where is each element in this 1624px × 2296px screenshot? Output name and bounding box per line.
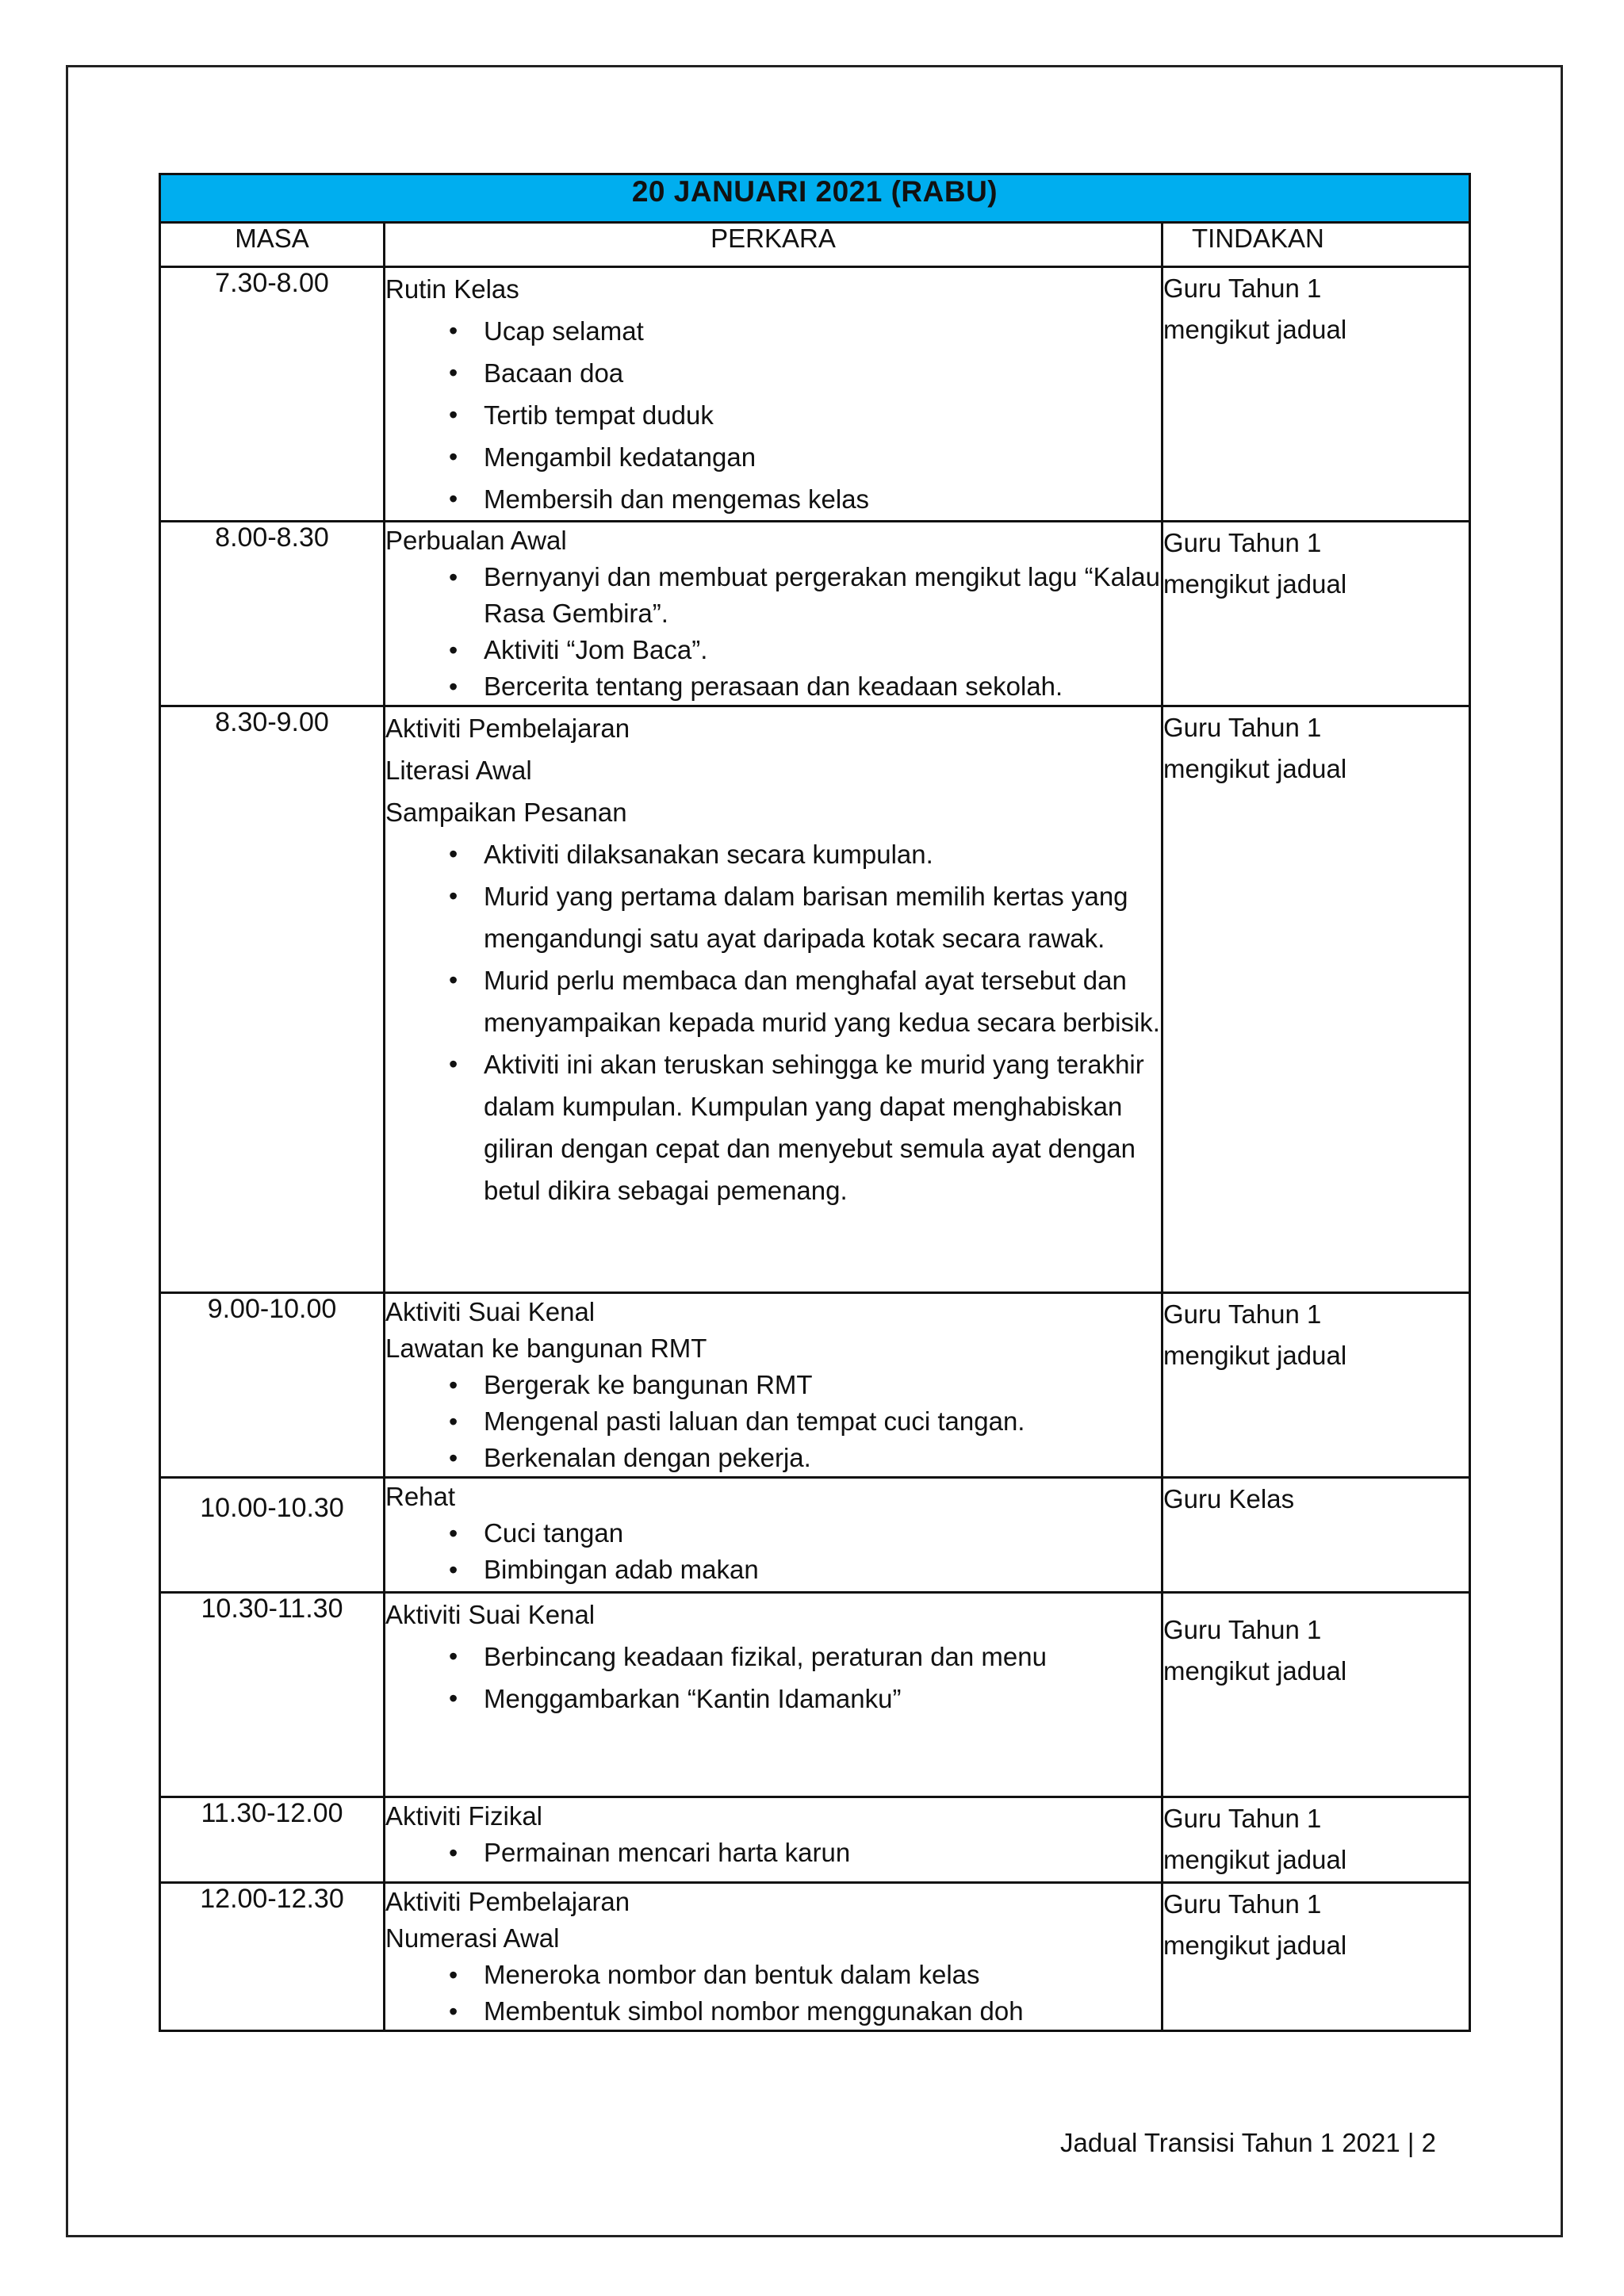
list-item: • Permainan mencari harta karun xyxy=(449,1835,1161,1871)
perkara-heading: Aktiviti Suai Kenal xyxy=(385,1600,596,1629)
tindakan-line: mengikut jadual xyxy=(1163,1656,1347,1686)
list-item: • Bacaan doa xyxy=(449,352,1161,394)
list-item: • Bernyanyi dan membuat pergerakan mengikut lagu “Kalau Rasa Gembira”. xyxy=(449,559,1161,632)
table-row xyxy=(160,706,1470,1293)
table-title: 20 JANUARI 2021 (RABU) xyxy=(160,174,1470,223)
cell-tindakan xyxy=(1162,1797,1470,1883)
schedule-table xyxy=(159,173,1471,2032)
cell-masa: 10.30-11.30 xyxy=(160,1593,385,1797)
bullet-list xyxy=(385,1957,1161,2030)
list-item: • Mengenal pasti laluan dan tempat cuci tangan. xyxy=(449,1403,1161,1440)
cell-perkara xyxy=(385,1593,1162,1797)
cell-tindakan xyxy=(1162,706,1470,1293)
list-item: • Ucap selamat xyxy=(449,310,1161,352)
cell-perkara xyxy=(385,1478,1162,1593)
page-footer: Jadual Transisi Tahun 1 2021 | 2 xyxy=(1060,2128,1436,2157)
cell-perkara xyxy=(385,267,1162,522)
list-item: • Aktiviti dilaksanakan secara kumpulan. xyxy=(449,833,1161,875)
cell-perkara xyxy=(385,706,1162,1293)
bullet-list xyxy=(385,1835,1161,1871)
bullet-list xyxy=(385,1367,1161,1476)
bullet-list xyxy=(385,833,1161,1211)
table-row xyxy=(160,1883,1470,2031)
cell-masa: 7.30-8.00 xyxy=(160,267,385,522)
list-item: • Tertib tempat duduk xyxy=(449,394,1161,436)
cell-tindakan xyxy=(1162,1593,1470,1797)
list-item: • Bercerita tentang perasaan dan keadaan sekolah. xyxy=(449,668,1161,705)
list-item: • Murid perlu membaca dan menghafal ayat tersebut dan menyampaikan kepada murid yang kedua secara berbisik. xyxy=(449,959,1161,1043)
cell-tindakan xyxy=(1162,1883,1470,2031)
table-row xyxy=(160,267,1470,522)
bullet-list xyxy=(385,1636,1161,1720)
list-item: • Membersih dan mengemas kelas xyxy=(449,478,1161,520)
tindakan-line: Guru Tahun 1 xyxy=(1163,274,1322,303)
tindakan-line: Guru Tahun 1 xyxy=(1163,528,1322,557)
table-row xyxy=(160,1593,1470,1797)
perkara-subheading: Lawatan ke bangunan RMT xyxy=(385,1334,707,1363)
list-item: • Aktiviti ini akan teruskan sehingga ke murid yang terakhir dalam kumpulan. Kumpulan yang dapat menghabiskan giliran dengan cepat dan menyebut semula ayat dengan betul dikira sebagai pemenang. xyxy=(449,1043,1161,1211)
cell-perkara xyxy=(385,522,1162,706)
perkara-heading: Aktiviti Pembelajaran xyxy=(385,1887,630,1916)
table-row xyxy=(160,522,1470,706)
table-row xyxy=(160,1293,1470,1478)
cell-tindakan xyxy=(1162,267,1470,522)
cell-perkara xyxy=(385,1883,1162,2031)
list-item: • Berkenalan dengan pekerja. xyxy=(449,1440,1161,1476)
table-title-row xyxy=(160,174,1470,223)
cell-masa: 9.00-10.00 xyxy=(160,1293,385,1478)
tindakan-line: mengikut jadual xyxy=(1163,1931,1347,1960)
bullet-list xyxy=(385,559,1161,705)
list-item: • Cuci tangan xyxy=(449,1515,1161,1552)
list-item: • Bergerak ke bangunan RMT xyxy=(449,1367,1161,1403)
cell-masa: 8.00-8.30 xyxy=(160,522,385,706)
bullet-list xyxy=(385,1515,1161,1588)
perkara-heading: Aktiviti Suai Kenal xyxy=(385,1297,596,1326)
tindakan-line: mengikut jadual xyxy=(1163,1845,1347,1874)
tindakan-line: mengikut jadual xyxy=(1163,569,1347,599)
tindakan-line: mengikut jadual xyxy=(1163,315,1347,344)
cell-masa: 12.00-12.30 xyxy=(160,1883,385,2031)
list-item: • Murid yang pertama dalam barisan memilih kertas yang mengandungi satu ayat daripada kotak secara rawak. xyxy=(449,875,1161,959)
list-item: • Berbincang keadaan fizikal, peraturan dan menu xyxy=(449,1636,1161,1678)
cell-tindakan xyxy=(1162,1293,1470,1478)
tindakan-line: Guru Tahun 1 xyxy=(1163,1299,1322,1329)
cell-masa: 8.30-9.00 xyxy=(160,706,385,1293)
header-masa: MASA xyxy=(160,223,385,267)
list-item: • Meneroka nombor dan bentuk dalam kelas xyxy=(449,1957,1161,1993)
cell-perkara xyxy=(385,1293,1162,1478)
list-item: • Membentuk simbol nombor menggunakan doh xyxy=(449,1993,1161,2030)
table-row xyxy=(160,1797,1470,1883)
cell-tindakan xyxy=(1162,1478,1470,1593)
perkara-heading: Rutin Kelas xyxy=(385,274,519,304)
table-row xyxy=(160,1478,1470,1593)
bullet-list xyxy=(385,310,1161,520)
tindakan-line: mengikut jadual xyxy=(1163,1341,1347,1370)
list-item: • Mengambil kedatangan xyxy=(449,436,1161,478)
perkara-subheading: Sampaikan Pesanan xyxy=(385,798,627,827)
table-header-row xyxy=(160,223,1470,267)
cell-masa: 11.30-12.00 xyxy=(160,1797,385,1883)
perkara-heading: Rehat xyxy=(385,1482,456,1511)
perkara-heading: Aktiviti Pembelajaran xyxy=(385,714,630,743)
cell-masa: 10.00-10.30 xyxy=(160,1478,385,1593)
tindakan-line: Guru Tahun 1 xyxy=(1163,1804,1322,1833)
header-tindakan: TINDAKAN xyxy=(1162,223,1470,267)
tindakan-line: Guru Tahun 1 xyxy=(1163,1615,1322,1644)
perkara-subheading: Numerasi Awal xyxy=(385,1923,560,1953)
list-item: • Menggambarkan “Kantin Idamanku” xyxy=(449,1678,1161,1720)
cell-tindakan xyxy=(1162,522,1470,706)
header-perkara: PERKARA xyxy=(385,223,1162,267)
perkara-subheading: Literasi Awal xyxy=(385,756,532,785)
tindakan-line: Guru Tahun 1 xyxy=(1163,713,1322,742)
list-item: • Bimbingan adab makan xyxy=(449,1552,1161,1588)
cell-perkara xyxy=(385,1797,1162,1883)
list-item: • Aktiviti “Jom Baca”. xyxy=(449,632,1161,668)
tindakan-line: mengikut jadual xyxy=(1163,754,1347,783)
perkara-heading: Aktiviti Fizikal xyxy=(385,1801,543,1831)
tindakan-line: Guru Kelas xyxy=(1163,1484,1295,1513)
tindakan-line: Guru Tahun 1 xyxy=(1163,1889,1322,1919)
perkara-heading: Perbualan Awal xyxy=(385,526,567,555)
